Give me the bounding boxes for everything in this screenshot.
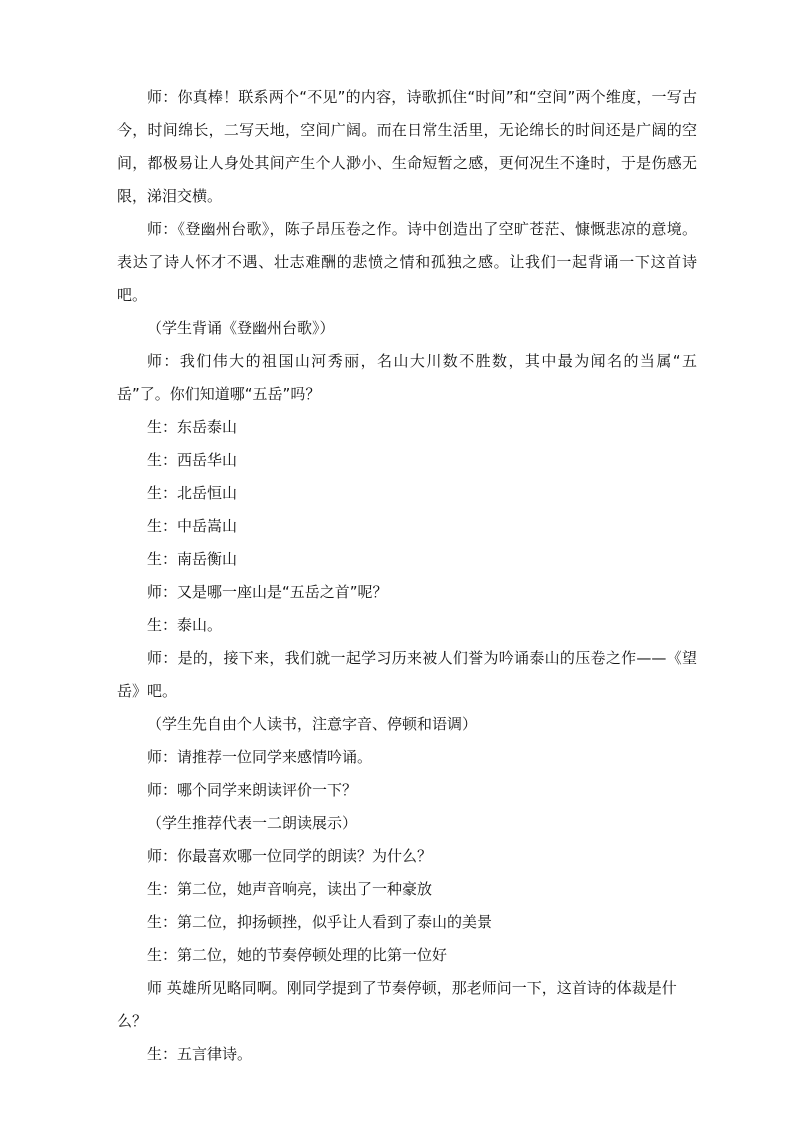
student-line: 生：五言律诗。 [147, 1045, 253, 1063]
document-body [117, 81, 697, 1071]
stage-direction: （学生先自由个人读书，注意字音、停顿和语调） [147, 715, 478, 733]
teacher-line: 师：请推荐一位同学来感情吟诵。 [147, 748, 373, 766]
student-line: 生：东岳泰山 [147, 418, 238, 436]
student-line: 生：南岳衡山 [147, 550, 238, 568]
teacher-line: 师 英雄所见略同啊。刚同学提到了节奏停顿，那老师问一下，这首诗的体裁是什么？ [117, 979, 677, 1030]
teacher-line: 师：你最喜欢哪一位同学的朗读？为什么？ [147, 847, 433, 865]
student-line: 生：西岳华山 [147, 451, 238, 469]
teacher-paragraph: 师：《登幽州台歌》，陈子昂压卷之作。诗中创造出了空旷苍茫、慷慨悲凉的意境。表达了诗人怀才不遇、壮志难酬的悲愤之情和孤独之感。让我们一起背诵一下这首诗吧。 [117, 220, 697, 304]
stage-direction: （学生推荐代表一二朗读展示） [147, 814, 358, 832]
teacher-line: 师：哪个同学来朗读评价一下？ [147, 781, 358, 799]
student-line: 生：中岳嵩山 [147, 517, 238, 535]
student-line: 生：第二位，她的节奏停顿处理的比第一位好 [147, 946, 448, 964]
teacher-paragraph: 师：是的，接下来，我们就一起学习历来被人们誉为吟诵泰山的压卷之作——《望岳》吧。 [117, 649, 697, 700]
stage-direction: （学生背诵《登幽州台歌》） [147, 319, 335, 337]
student-line: 生：第二位，她声音响亮，读出了一种豪放 [147, 880, 433, 898]
student-line: 生：泰山。 [147, 616, 223, 634]
teacher-line: 师：又是哪一座山是“五岳之首”呢？ [147, 583, 388, 601]
student-line: 生：第二位，抑扬顿挫，似乎让人看到了泰山的美景 [147, 913, 493, 931]
teacher-paragraph: 师：你真棒！联系两个“不见”的内容，诗歌抓住“时间”和“空间”两个维度，一写古今，时间绵长，二写天地，空间广阔。而在日常生活里，无论绵长的时间还是广阔的空间，都极易让人身处其间产生个人渺小、生命短暂之感，更何况生不逢时，于是伤感无限，涕泪交横。 [117, 88, 697, 205]
teacher-paragraph: 师：我们伟大的祖国山河秀丽，名山大川数不胜数，其中最为闻名的当属“五岳”了。你们知道哪“五岳”吗？ [117, 352, 697, 403]
student-line: 生：北岳恒山 [147, 484, 238, 502]
